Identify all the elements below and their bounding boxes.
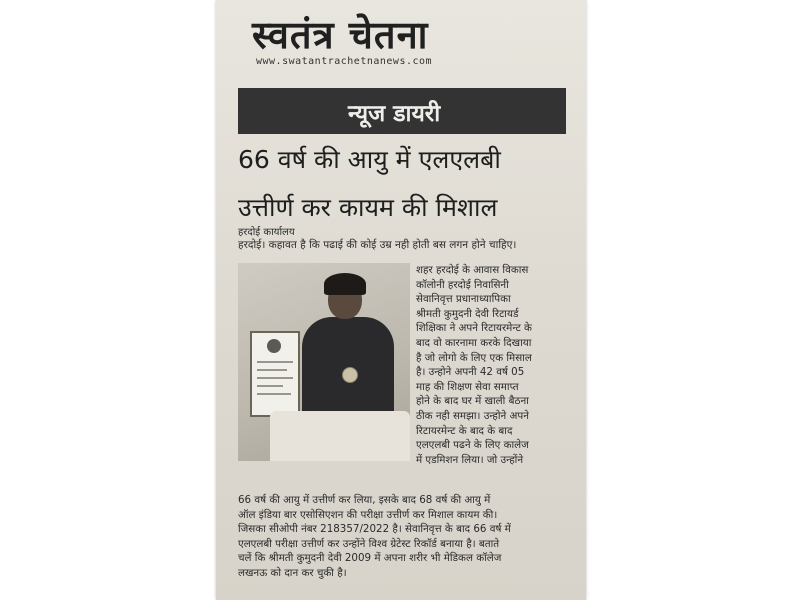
body-line: है जो लोगो के लिए एक मिसाल (416, 351, 532, 364)
body-line: माह की शिक्षण सेवा समाप्त (416, 380, 519, 393)
certificate-line (257, 385, 283, 387)
certificate-icon (250, 331, 300, 417)
lead-sentence: हरदोई। कहावत है कि पढाई की कोई उम्र नही होती बस लगन होने चाहिए। (238, 239, 517, 251)
body-line: सेवानिवृत्त प्रधानाध्यापिका (416, 293, 511, 306)
photo-table-cloth (270, 411, 410, 461)
body-line: होने के बाद घर में खाली बैठना (416, 395, 529, 408)
article-photo (238, 263, 410, 461)
section-header-bar (238, 88, 566, 134)
body-line: 66 वर्ष की आयु में उत्तीर्ण कर लिया, इसके बाद 68 वर्ष की आयु में (238, 494, 491, 506)
certificate-line (257, 369, 287, 371)
body-line: एलएलबी परीक्षा उत्तीर्ण कर उन्होंने विश्व ग्रेटेस्ट रिकॉर्ड बनाया है। बताते (238, 537, 500, 550)
body-line: ठीक नही समझा। उन्होने अपने (416, 409, 529, 422)
newspaper-masthead: स्वतंत्र चेतना (252, 12, 429, 57)
body-line: ऑल इंडिया बार एसोसिएशन की परीक्षा उत्तीर्ण कर मिशाल कायम की। (238, 508, 498, 521)
certificate-seal (267, 339, 281, 353)
photo-figure-hair (324, 273, 366, 295)
article-body-right-column (416, 263, 580, 467)
body-line: जिसका सीओपी नंबर 218357/2022 है। सेवानिवृत्त के बाद 66 वर्ष में (238, 523, 511, 536)
headline-line-2: उत्तीर्ण कर कायम की मिशाल (238, 193, 498, 222)
body-line: लखनऊ को दान कर चुकी है। (238, 566, 347, 579)
certificate-line (257, 377, 293, 379)
body-line: शिक्षिका ने अपने रिटायरमेन्ट के (416, 322, 532, 335)
newspaper-clipping (216, 0, 586, 600)
byline: हरदोई कार्यालय (238, 227, 295, 238)
body-line: कॉलोनी हरदोई निवासिनी (416, 278, 509, 291)
body-line: में एडमिशन लिया। जो उन्होंने (416, 453, 524, 466)
body-line: एलएलबी पढने के लिए कालेज (416, 439, 529, 452)
body-line: बाद वो कारनामा करके दिखाया (416, 336, 532, 349)
newspaper-website: www.swatantrachetnanews.com (256, 56, 433, 67)
certificate-line (257, 393, 291, 395)
article-body-full-width (238, 493, 582, 581)
body-line: रिटायरमेन्ट के बाद के बाद (416, 424, 513, 437)
body-line: श्रीमती कुमुदनी देवी रिटायर्ड (416, 307, 519, 320)
headline-line-1: 66 वर्ष की आयु में एलएलबी (238, 145, 501, 174)
certificate-line (257, 361, 293, 363)
section-title: न्यूज डायरी (348, 101, 441, 127)
body-line: शहर हरदोई के आवास विकास (416, 264, 529, 276)
medal-icon (342, 367, 358, 383)
body-line: है। उन्होने अपनी 42 वर्ष 05 (416, 366, 525, 379)
body-line: चलें कि श्रीमती कुमुदनी देवी 2009 में अपना शरीर भी मेडिकल कॉलेज (238, 552, 502, 565)
